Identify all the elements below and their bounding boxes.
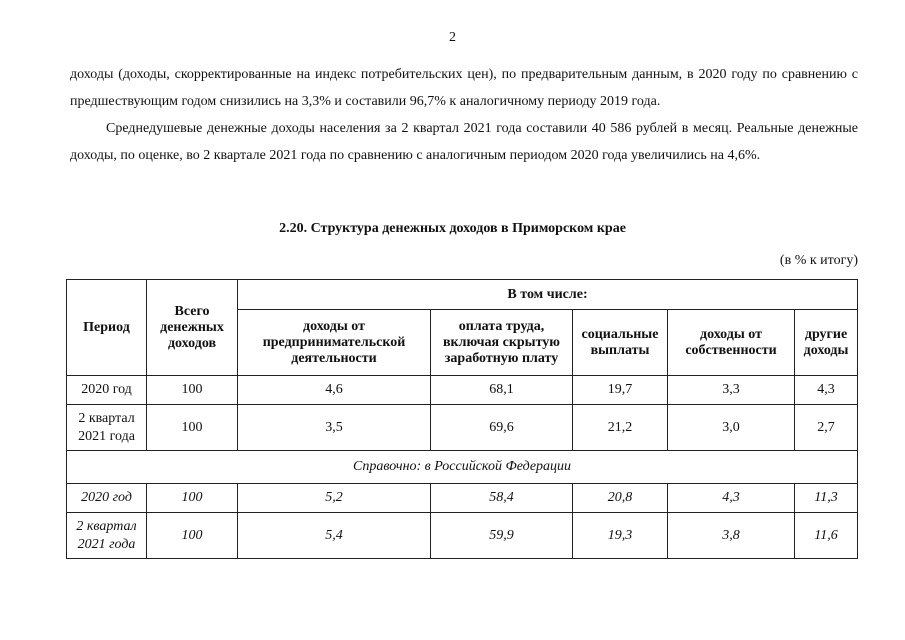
row-social-payments: 21,2 (573, 405, 668, 451)
row-total: 100 (147, 376, 238, 405)
row-property-income: 4,3 (668, 484, 795, 513)
row-total: 100 (147, 405, 238, 451)
row-business-income: 5,2 (238, 484, 431, 513)
header-other-income: другие доходы (795, 310, 858, 376)
table-header-row (67, 280, 858, 310)
row-social-payments: 19,3 (573, 513, 668, 559)
row-property-income: 3,3 (668, 376, 795, 405)
row-wages: 69,6 (431, 405, 573, 451)
row-social-payments: 19,7 (573, 376, 668, 405)
row-period: 2020 год (67, 484, 147, 513)
header-wages: оплата труда, включая скрытую заработную плату (431, 310, 573, 376)
header-social-payments: социальные выплаты (573, 310, 668, 376)
table-reference-row (67, 451, 858, 484)
page-number: 2 (449, 30, 456, 45)
paragraph-per-capita-income: Среднедушевые денежные доходы населения за 2 квартал 2021 года составили 40 586 рублей в месяц. Реальные денежные доходы, по оценке, во 2 квартале 2021 года по сравнению с аналогичным периодом 2020 года увеличились на 4,6%. (70, 121, 858, 163)
table-row (67, 513, 858, 559)
row-property-income: 3,0 (668, 405, 795, 451)
row-social-payments: 20,8 (573, 484, 668, 513)
header-property-income: доходы от собственности (668, 310, 795, 376)
header-business-income: доходы от предпринимательской деятельности (238, 310, 431, 376)
row-total: 100 (147, 513, 238, 559)
table-row (67, 376, 858, 405)
header-including-group: В том числе: (238, 280, 858, 310)
table-units-note: (в % к итогу) (779, 253, 858, 268)
row-period: 2020 год (67, 376, 147, 405)
row-business-income: 4,6 (238, 376, 431, 405)
row-other-income: 11,3 (795, 484, 858, 513)
table-title: 2.20. Структура денежных доходов в Приморском крае (279, 221, 626, 236)
row-other-income: 4,3 (795, 376, 858, 405)
row-business-income: 3,5 (238, 405, 431, 451)
row-wages: 58,4 (431, 484, 573, 513)
income-structure-table (66, 279, 858, 559)
paragraph-real-income: доходы (доходы, скорректированные на индекс потребительских цен), по предварительным данным, в 2020 году по сравнению с предшествующим годом снизились на 3,3% и составили 96,7% к аналогичному периоду 2019 года. (70, 67, 858, 109)
row-other-income: 11,6 (795, 513, 858, 559)
row-total: 100 (147, 484, 238, 513)
row-wages: 68,1 (431, 376, 573, 405)
row-period: 2 квартал 2021 года (67, 405, 147, 451)
row-wages: 59,9 (431, 513, 573, 559)
table-row (67, 484, 858, 513)
table-row (67, 405, 858, 451)
row-business-income: 5,4 (238, 513, 431, 559)
reference-label: Справочно: в Российской Федерации (67, 451, 858, 484)
row-period: 2 квартал 2021 года (67, 513, 147, 559)
header-total-income: Всего денежных доходов (147, 280, 238, 376)
header-period: Период (67, 280, 147, 376)
row-property-income: 3,8 (668, 513, 795, 559)
row-other-income: 2,7 (795, 405, 858, 451)
